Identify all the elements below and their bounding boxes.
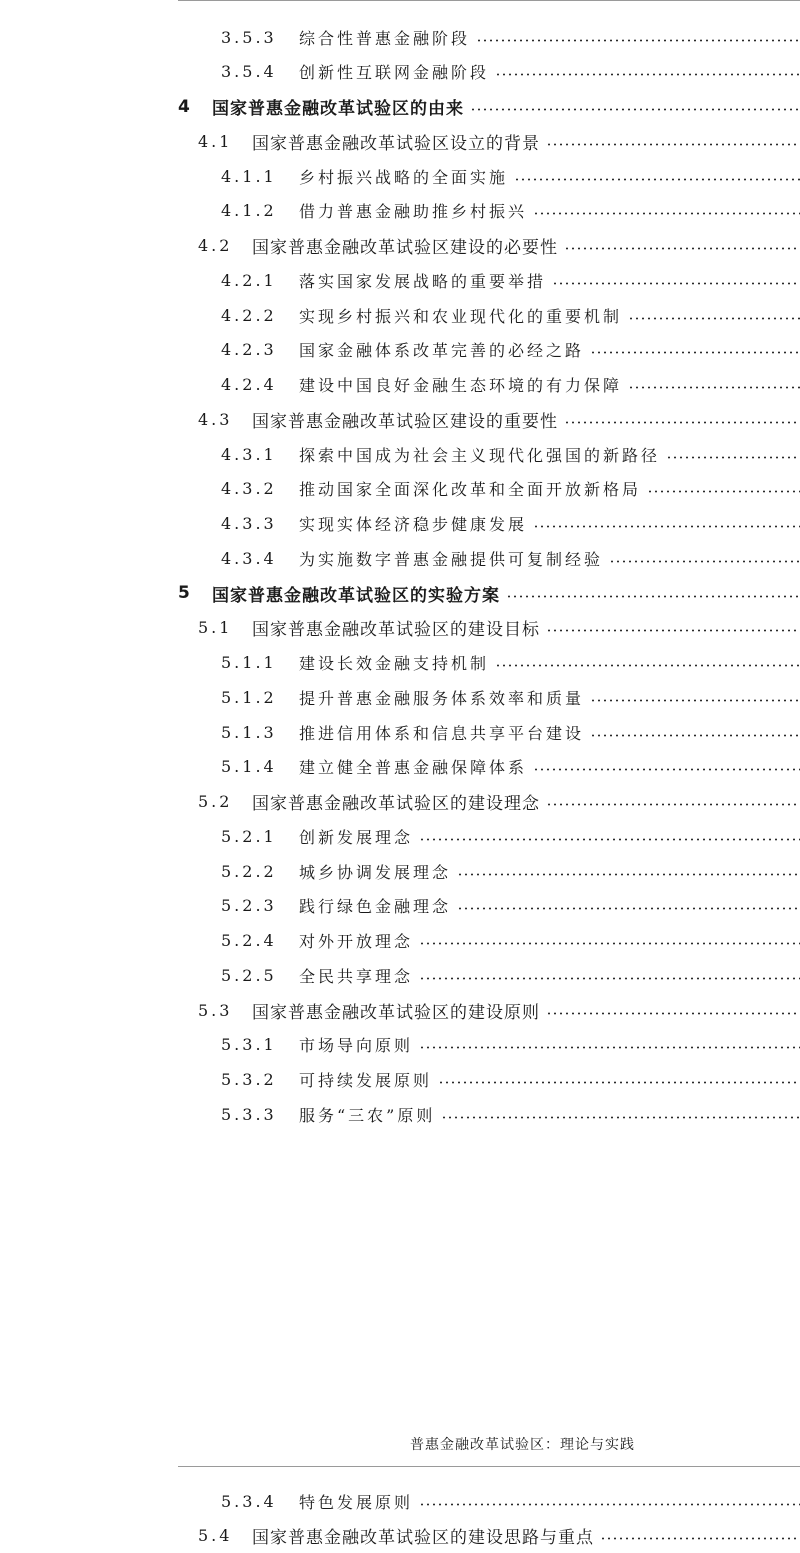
toc-entry-5-2-4[interactable] (0, 924, 800, 958)
toc-entry-5-3-1[interactable] (0, 1028, 800, 1062)
toc-entry-title: 乡村振兴战略的全面实施 (299, 167, 509, 187)
toc-entry-5-2-3[interactable] (0, 889, 800, 923)
toc-entry-number: 5.2.1 (221, 826, 277, 846)
toc-entry-title: 国家普惠金融改革试验区的建设目标 (252, 620, 540, 641)
toc-entry-5-2-5[interactable] (0, 958, 800, 992)
dot-leader (506, 595, 800, 598)
toc-entry-number: 4.3.4 (221, 548, 277, 568)
dot-leader (533, 768, 800, 771)
toc-entry-number: 4.1.2 (221, 201, 277, 221)
toc-entry-title: 城乡协调发展理念 (299, 862, 452, 882)
toc-entry-title: 建设长效金融支持机制 (299, 654, 490, 673)
toc-entry-4-3-2[interactable] (0, 472, 800, 506)
toc-entry-number: 5.3.4 (221, 1491, 277, 1511)
toc-entry-5-1-1[interactable] (0, 646, 800, 680)
running-head: 普惠金融改革试验区：理论与实践 (410, 1437, 635, 1453)
toc-entry-3-5-4[interactable] (0, 55, 800, 89)
toc-entry-title: 探索中国成为社会主义现代化强国的新路径 (299, 445, 661, 465)
dot-leader (600, 1537, 800, 1540)
dot-leader (476, 39, 800, 42)
toc-entry-title: 落实国家发展战略的重要举措 (299, 271, 547, 291)
toc-entry-number: 5.1 (198, 618, 233, 638)
toc-entry-4-3-4[interactable] (0, 541, 800, 575)
toc-entry-number: 5.1.1 (221, 653, 277, 672)
toc-entry-title: 国家普惠金融改革试验区设立的背景 (252, 133, 540, 154)
toc-entry-5-1-2[interactable] (0, 680, 800, 714)
toc-entry-title: 提升普惠金融服务体系效率和质量 (299, 688, 585, 708)
toc-entry-title: 建立健全普惠金融保障体系 (299, 758, 528, 778)
toc-entry-number: 5.2.2 (221, 861, 277, 881)
toc-entry-title: 市场导向原则 (299, 1036, 414, 1056)
dot-leader (590, 734, 800, 737)
toc-entry-number: 4.3.2 (221, 479, 277, 499)
dot-leader (457, 873, 800, 876)
toc-entry-number: 5.2.3 (221, 896, 277, 916)
toc-entry-title: 服务“三农”原则 (299, 1105, 436, 1125)
toc-entry-title: 创新发展理念 (299, 827, 414, 847)
toc-entry-number: 5.2.4 (221, 931, 277, 950)
toc-entry-4-1-1[interactable] (0, 159, 800, 193)
dot-leader (647, 490, 800, 493)
dot-leader (628, 386, 800, 389)
toc-entry-5-3-3[interactable] (0, 1097, 800, 1131)
toc-entry-title: 践行绿色金融理念 (299, 897, 452, 917)
dot-leader (495, 664, 800, 667)
toc-entry-number: 4.2 (198, 236, 233, 255)
toc-entry-number: 4 (178, 96, 193, 117)
toc-entry-5-3-2[interactable] (0, 1063, 800, 1097)
toc-entry-number: 5.3.2 (221, 1070, 277, 1089)
dot-leader (546, 629, 800, 632)
toc-entry-number: 5.3.1 (221, 1035, 277, 1055)
toc-entry-number: 4.1 (198, 131, 233, 151)
toc-entry-title: 国家普惠金融改革试验区的实验方案 (212, 585, 500, 606)
toc-entry-5-4[interactable] (0, 1519, 800, 1553)
toc-entry-5-1-3[interactable] (0, 715, 800, 749)
page-break-rule (178, 1466, 800, 1467)
dot-leader (564, 247, 800, 250)
toc-entry-title: 国家普惠金融改革试验区建设的重要性 (252, 411, 558, 432)
toc-entry-title: 国家普惠金融改革试验区建设的必要性 (252, 238, 558, 258)
dot-leader (419, 1046, 800, 1049)
toc-entry-4-1-2[interactable] (0, 194, 800, 228)
toc-entry-number: 4.3.3 (221, 514, 277, 533)
toc-entry-4[interactable] (0, 90, 800, 124)
toc-entry-title: 国家普惠金融改革试验区的建设原则 (252, 1002, 540, 1023)
top-rule (178, 0, 800, 1)
dot-leader (666, 456, 800, 459)
toc-entry-number: 4.2.1 (221, 270, 277, 290)
dot-leader (552, 282, 800, 285)
toc-entry-number: 4.1.1 (221, 166, 277, 186)
toc-entry-number: 4.3 (198, 409, 233, 429)
toc-entry-title: 实现实体经济稳步健康发展 (299, 515, 528, 534)
dot-leader (533, 525, 800, 528)
toc-entry-5-2-1[interactable] (0, 819, 800, 853)
toc-entry-4-2-3[interactable] (0, 333, 800, 367)
toc-entry-3-5-3[interactable] (0, 20, 800, 54)
toc-entry-number: 5.1.4 (221, 757, 277, 777)
dot-leader (495, 73, 800, 76)
dot-leader (546, 143, 800, 146)
toc-entry-title: 实现乡村振兴和农业现代化的重要机制 (299, 306, 623, 326)
dot-leader (546, 1012, 800, 1015)
toc-entry-5-3[interactable] (0, 993, 800, 1027)
toc-entry-5-1[interactable] (0, 611, 800, 645)
toc-entry-title: 国家普惠金融改革试验区的建设理念 (252, 794, 540, 814)
dot-leader (419, 977, 800, 980)
toc-entry-title: 可持续发展原则 (299, 1071, 433, 1090)
toc-entry-title: 特色发展原则 (299, 1492, 414, 1512)
dot-leader (533, 212, 800, 215)
dot-leader (564, 421, 800, 424)
dot-leader (470, 108, 800, 111)
toc-entry-title: 为实施数字普惠金融提供可复制经验 (299, 549, 604, 569)
toc-entry-number: 5 (178, 583, 193, 603)
toc-entry-number: 3.5.4 (221, 62, 277, 82)
toc-entry-title: 推进信用体系和信息共享平台建设 (299, 723, 585, 743)
toc-entry-4-3[interactable] (0, 402, 800, 436)
toc-entry-title: 对外开放理念 (299, 932, 414, 951)
toc-entry-5-2-2[interactable] (0, 854, 800, 888)
dot-leader (628, 317, 800, 320)
toc-entry-title: 借力普惠金融助推乡村振兴 (299, 202, 528, 222)
toc-entry-4-3-1[interactable] (0, 437, 800, 471)
toc-entry-number: 4.2.3 (221, 340, 277, 360)
dot-leader (457, 907, 800, 910)
toc-entry-number: 5.1.2 (221, 687, 277, 707)
toc-entry-5-3-4[interactable] (0, 1484, 800, 1518)
toc-entry-title: 国家金融体系改革完善的必经之路 (299, 341, 585, 361)
toc-entry-number: 4.2.2 (221, 305, 277, 325)
toc-entry-4-2-2[interactable] (0, 298, 800, 332)
toc-entry-4-1[interactable] (0, 124, 800, 158)
toc-entry-number: 5.3.3 (221, 1104, 277, 1124)
dot-leader (590, 351, 800, 354)
toc-entry-title: 国家普惠金融改革试验区的由来 (212, 99, 464, 119)
toc-entry-number: 4.2.4 (221, 375, 277, 394)
toc-entry-number: 5.2.5 (221, 965, 277, 985)
toc-entry-title: 创新性互联网金融阶段 (299, 63, 490, 83)
toc-entry-title: 全民共享理念 (299, 966, 414, 986)
dot-leader (609, 560, 800, 563)
dot-leader (514, 178, 800, 181)
dot-leader (546, 803, 800, 806)
toc-entry-5-1-4[interactable] (0, 750, 800, 784)
dot-leader (419, 838, 800, 841)
dot-leader (419, 1503, 800, 1506)
toc-entry-number: 5.4 (198, 1526, 233, 1546)
toc-entry-4-2-4[interactable] (0, 368, 800, 402)
toc-entry-number: 5.3 (198, 1000, 233, 1020)
toc-entry-4-3-3[interactable] (0, 507, 800, 541)
toc-entry-number: 5.1.3 (221, 722, 277, 742)
toc-entry-title: 国家普惠金融改革试验区的建设思路与重点 (252, 1528, 594, 1549)
toc-entry-number: 4.3.1 (221, 444, 277, 464)
toc-entry-title: 综合性普惠金融阶段 (299, 28, 471, 48)
dot-leader (438, 1081, 800, 1084)
toc-entry-title: 推动国家全面深化改革和全面开放新格局 (299, 480, 642, 500)
toc-entry-title: 建设中国良好金融生态环境的有力保障 (299, 376, 623, 395)
dot-leader (441, 1116, 800, 1119)
dot-leader (590, 699, 800, 702)
dot-leader (419, 942, 800, 945)
toc-entry-4-2-1[interactable] (0, 263, 800, 297)
toc-entry-5[interactable] (0, 576, 800, 610)
toc-entry-number: 5.2 (198, 792, 233, 811)
toc-entry-number: 3.5.3 (221, 27, 277, 47)
toc-entry-4-2[interactable] (0, 229, 800, 263)
toc-entry-5-2[interactable] (0, 785, 800, 819)
